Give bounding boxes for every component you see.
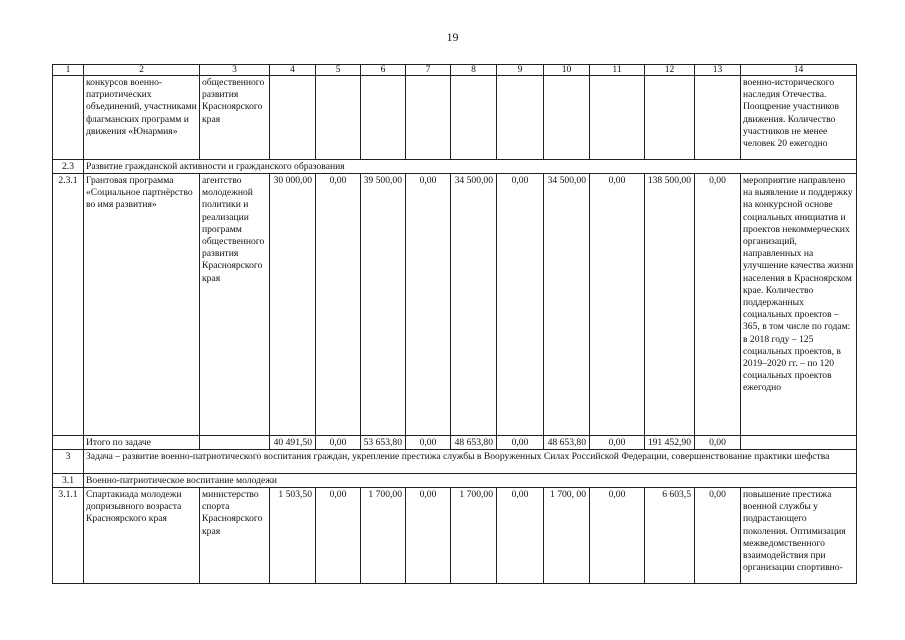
- section-row: [53, 160, 857, 174]
- page-number: 19: [446, 30, 459, 44]
- executor: министерство спорта Красноярского края: [200, 488, 270, 584]
- value-cell: 0,00: [316, 488, 361, 584]
- total-label: Итого по задаче: [84, 436, 200, 450]
- task-code: 3: [53, 450, 84, 474]
- col-header: 12: [645, 65, 695, 76]
- task-row: [53, 450, 857, 474]
- section-row: [53, 474, 857, 488]
- value-cell: 0,00: [695, 174, 741, 436]
- event-name: Спартакиада молодежи допризывного возраста Красноярского края: [84, 488, 200, 584]
- col-header: 8: [451, 65, 497, 76]
- value-cell: 0,00: [497, 488, 544, 584]
- section-code: 2.3: [53, 160, 84, 174]
- table-row-continued: [53, 76, 857, 160]
- value-cell: 1 700,00: [361, 488, 406, 584]
- value-cell: 1 700,00: [451, 488, 497, 584]
- value-cell: 6 603,5: [645, 488, 695, 584]
- col-header: 14: [741, 65, 857, 76]
- executor: общественного развития Красноярского края: [200, 76, 270, 160]
- budget-table: [52, 64, 857, 584]
- row-code: 2.3.1: [53, 174, 84, 436]
- expected-result: мероприятие направлено на выявление и поддержку на конкурсной основе социальных инициатив и проектов некоммерческих организаций, направленных на улучшение качества жизни населения в Красноярском крае. Количество поддержанных социальных проектов – 365, в том числе по годам: в 2018 году – 125 социальных проектов, в 2019–2020 гг. – по 120 социальных проектов ежегодно: [741, 174, 857, 436]
- total-value: 0,00: [695, 436, 741, 450]
- total-value: 48 653,80: [544, 436, 590, 450]
- expected-result: повышение престижа военной службы у подрастающего поколения. Оптимизация межведомственного взаимодействия при организации спортивно-: [741, 488, 857, 584]
- executor: агентство молодежной политики и реализации программ общественного развития Красноярского края: [200, 174, 270, 436]
- col-header: 9: [497, 65, 544, 76]
- event-name: конкурсов военно-патриотических объединений, участниками флагманских программ и движения «Юнармия»: [84, 76, 200, 160]
- table-row: [53, 488, 857, 584]
- expected-result: военно-исторического наследия Отечества. Поощрение участников движения. Количество участников не менее человек 20 ежегодно: [741, 76, 857, 160]
- value-cell: 0,00: [590, 174, 645, 436]
- section-code: 3.1: [53, 474, 84, 488]
- total-value: 0,00: [590, 436, 645, 450]
- col-header: 3: [200, 65, 270, 76]
- value-cell: 0,00: [497, 174, 544, 436]
- col-header: 11: [590, 65, 645, 76]
- value-cell: 0,00: [406, 174, 451, 436]
- value-cell: 0,00: [406, 488, 451, 584]
- value-cell: 34 500,00: [544, 174, 590, 436]
- value-cell: 1 503,50: [270, 488, 316, 584]
- total-value: 40 491,50: [270, 436, 316, 450]
- col-header: 6: [361, 65, 406, 76]
- total-value: 48 653,80: [451, 436, 497, 450]
- total-value: 0,00: [316, 436, 361, 450]
- task-title: Задача – развитие военно-патриотического воспитания граждан, укрепление престижа службы в Вооруженных Силах Российской Федерации, совершенствование практики шефства: [84, 450, 857, 474]
- row-code: 3.1.1: [53, 488, 84, 584]
- col-header: 1: [53, 65, 84, 76]
- value-cell: 0,00: [695, 488, 741, 584]
- total-value: 0,00: [406, 436, 451, 450]
- value-cell: 0,00: [590, 488, 645, 584]
- section-title: Военно-патриотическое воспитание молодежи: [84, 474, 857, 488]
- value-cell: 1 700, 00: [544, 488, 590, 584]
- value-cell: 39 500,00: [361, 174, 406, 436]
- column-number-row: [53, 65, 857, 76]
- col-header: 7: [406, 65, 451, 76]
- col-header: 10: [544, 65, 590, 76]
- col-header: 13: [695, 65, 741, 76]
- value-cell: 34 500,00: [451, 174, 497, 436]
- col-header: 2: [84, 65, 200, 76]
- total-value: 191 452,90: [645, 436, 695, 450]
- table-row: [53, 174, 857, 436]
- total-value: 0,00: [497, 436, 544, 450]
- value-cell: 30 000,00: [270, 174, 316, 436]
- section-title: Развитие гражданской активности и гражданского образования: [84, 160, 857, 174]
- col-header: 4: [270, 65, 316, 76]
- total-value: 53 653,80: [361, 436, 406, 450]
- col-header: 5: [316, 65, 361, 76]
- value-cell: 0,00: [316, 174, 361, 436]
- total-row: [53, 436, 857, 450]
- value-cell: 138 500,00: [645, 174, 695, 436]
- event-name: Грантовая программа «Социальное партнёрство во имя развития»: [84, 174, 200, 436]
